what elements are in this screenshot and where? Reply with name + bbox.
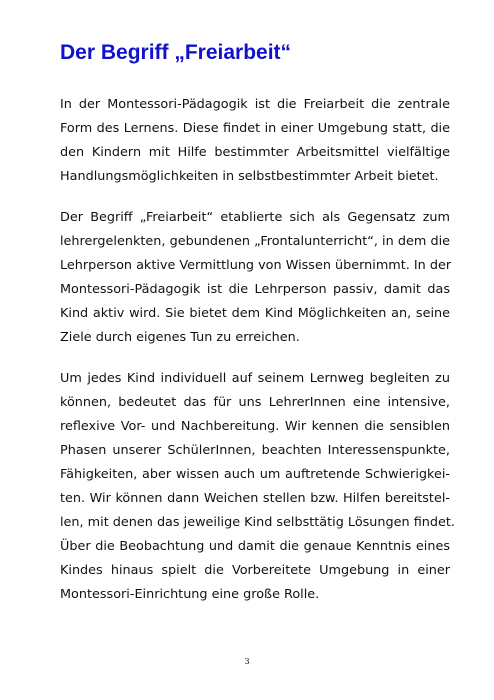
text-line: Kind aktiv wird. Sie bietet dem Kind Möglichkeiten an, seine: [60, 306, 450, 321]
text-line: Montessori-Pädagogik ist die Lehrperson passiv, damit das: [60, 282, 450, 297]
text-line: Fähigkeiten, aber wissen auch um auftretende Schwierigkei-: [60, 467, 450, 482]
paragraph-teachers-role: [60, 367, 455, 607]
text-line: In der Montessori-Pädagogik ist die Freiarbeit die zentrale: [60, 97, 450, 112]
text-line: ten. Wir können dann Weichen stellen bzw. Hilfen bereitstel-: [60, 491, 450, 506]
text-line: Phasen unserer SchülerInnen, beachten Interessenspunkte,: [60, 443, 450, 458]
text-line: Montessori-Einrichtung eine große Rolle.: [60, 587, 320, 602]
page-title: Der Begriff „Freiarbeit“: [60, 41, 292, 64]
text-line: len, mit denen das jeweilige Kind selbsttätig Lösungen findet.: [60, 515, 455, 530]
text-line: Handlungsmöglichkeiten in selbstbestimmter Arbeit bietet.: [60, 169, 439, 184]
text-line: Über die Beobachtung und damit die genaue Kenntnis eines: [60, 539, 450, 554]
text-line: Lehrperson aktive Vermittlung von Wissen übernimmt. In der: [60, 258, 452, 273]
text-line: Um jedes Kind individuell auf seinem Lernweg begleiten zu: [60, 371, 450, 386]
text-line: den Kindern mit Hilfe bestimmter Arbeitsmittel vielfältige: [60, 145, 450, 160]
text-line: lehrergelenkten, gebundenen „Frontalunterricht“, in dem die: [60, 234, 450, 249]
text-line: Kindes hinaus spielt die Vorbereitete Umgebung in einer: [60, 563, 450, 578]
paragraph-intro: [60, 93, 450, 189]
text-line: Der Begriff „Freiarbeit“ etablierte sich als Gegensatz zum: [60, 210, 450, 225]
paragraph-definition: [60, 206, 450, 350]
page-number: 3: [244, 657, 250, 666]
text-line: reflexive Vor- und Nachbereitung. Wir kennen die sensiblen: [60, 419, 450, 434]
text-line: können, bedeutet das für uns LehrerInnen eine intensive,: [60, 395, 450, 410]
text-line: Form des Lernens. Diese findet in einer Umgebung statt, die: [60, 121, 450, 136]
text-line: Ziele durch eigenes Tun zu erreichen.: [60, 330, 300, 345]
